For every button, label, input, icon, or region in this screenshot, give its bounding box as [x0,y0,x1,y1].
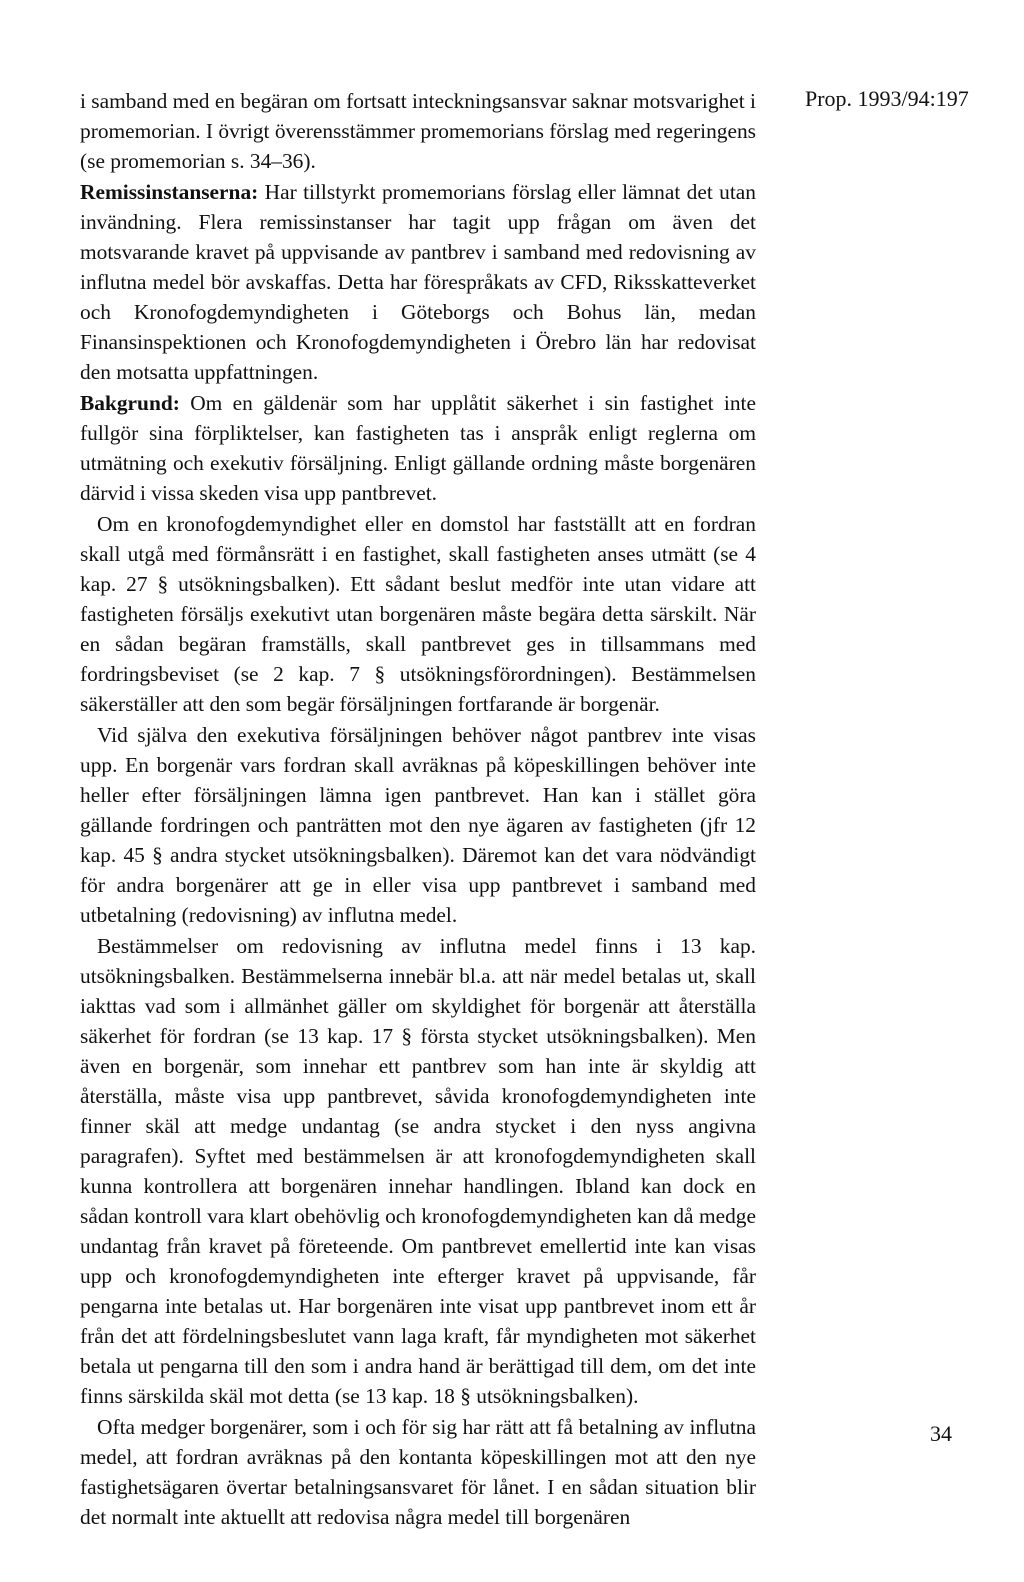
proposition-reference: Prop. 1993/94:197 [805,86,969,111]
paragraph-text: Har tillstyrkt promemorians förslag eller lämnat det utan invändning. Flera remissinstanser har tagit upp frågan om även det motsvarande kravet på uppvisande av pantbrev i samband med redovisning av influtna medel bör avskaffas. Detta har förespråkats av CFD, Riksskatteverket och Kronofogdemyndigheten i Göteborgs och Bohus län, medan Finansinspektionen och Kronofogdemyndigheten i Örebro län har redovisat den motsatta uppfattningen. [80,180,756,384]
paragraph [80,1412,756,1532]
paragraph-heading: Remissinstanserna: [80,180,259,204]
paragraph [80,86,756,176]
paragraph-text: Om en gäldenär som har upplåtit säkerhet i sin fastighet inte fullgör sina förpliktelser, kan fastigheten tas i anspråk enligt reglerna om utmätning och exekutiv försäljning. Enligt gällande ordning måste borgenären därvid i vissa skeden visa upp pantbrevet. [80,391,756,505]
paragraph-text: Bestämmelser om redovisning av influtna medel finns i 13 kap. utsökningsbalken. Bestämmelserna innebär bl.a. att när medel betalas ut, skall iakttas vad som i allmänhet gäller om skyldighet för borgenär att återställa säkerhet för fordran (se 13 kap. 17 § första stycket utsökningsbalken). Men även en borgenär, som innehar ett pantbrev som han inte är skyldig att återställa, måste visa upp pantbrevet, såvida kronofogdemyndigheten inte finner skäl att medge undantag (se andra stycket i den nyss angivna paragrafen). Syftet med bestämmelsen är att kronofogdemyndigheten skall kunna kontrollera att borgenären innehar handlingen. Ibland kan dock en sådan kontroll vara klart obehövlig och kronofogdemyndigheten kan då medge undantag från kravet på företeende. Om pantbrevet emellertid inte kan visas upp och kronofogdemyndigheten inte efterger kravet på uppvisande, får pengarna inte betalas ut. Har borgenären inte visat upp pantbrevet inom ett år från det att fördelningsbeslutet vann laga kraft, får myndigheten mot säkerhet betala ut pengarna till den som i andra hand är berättigad till dem, om det inte finns särskilda skäl mot detta (se 13 kap. 18 § utsökningsbalken). [80,934,756,1408]
body-text [80,86,756,1532]
paragraph-text: Ofta medger borgenärer, som i och för sig har rätt att få betalning av influtna medel, att fordran avräknas på den kontanta köpeskillingen mot att den nye fastighetsägaren övertar betalningsansvaret för lånet. I en sådan situation blir det normalt inte aktuellt att redovisa några medel till borgenären [80,1415,756,1529]
paragraph-text: Om en kronofogdemyndighet eller en domstol har fastställt att en fordran skall utgå med förmånsrätt i en fastighet, skall fastigheten anses utmätt (se 4 kap. 27 § utsökningsbalken). Ett sådant beslut medför inte utan vidare att fastigheten försäljs exekutivt utan borgenären måste begära detta särskilt. När en sådan begäran framställs, skall pantbrevet ges in tillsammans med fordringsbeviset (se 2 kap. 7 § utsökningsförordningen). Bestämmelsen säkerställer att den som begär försäljningen fortfarande är borgenär. [80,512,756,716]
paragraph [80,931,756,1411]
paragraph-bakgrund [80,388,756,508]
page-number: 34 [930,1421,952,1446]
paragraph-text: i samband med en begäran om fortsatt inteckningsansvar saknar motsvarighet i promemorian. I övrigt överensstämmer promemorians förslag med regeringens (se promemorian s. 34–36). [80,89,756,173]
paragraph [80,720,756,930]
paragraph-remissinstanserna [80,177,756,387]
paragraph-heading: Bakgrund: [80,391,180,415]
paragraph [80,509,756,719]
paragraph-text: Vid själva den exekutiva försäljningen behöver något pantbrev inte visas upp. En borgenär vars fordran skall avräknas på köpeskillingen behöver inte heller efter försäljningen lämna igen pantbrevet. Han kan i stället göra gällande fordringen och panträtten mot den nye ägaren av fastigheten (jfr 12 kap. 45 § andra stycket utsökningsbalken). Däremot kan det vara nödvändigt för andra borgenärer att ge in eller visa upp pantbrevet i samband med utbetalning (redovisning) av influtna medel. [80,723,756,927]
